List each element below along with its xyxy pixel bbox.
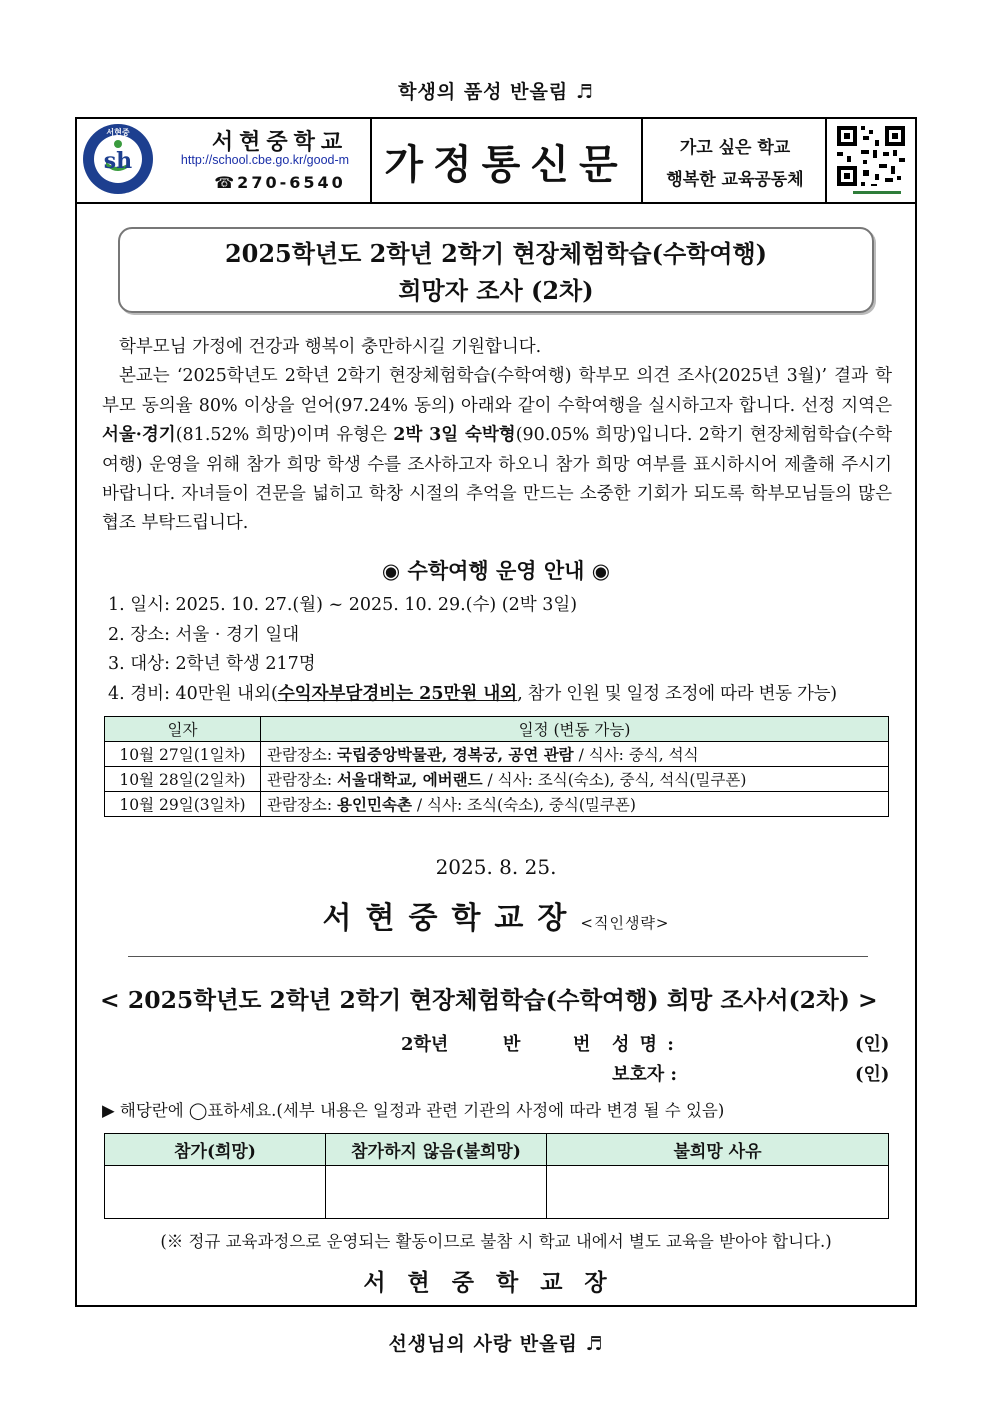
table-row: 10월 29일(3일차) 관람장소: 용인민속촌 / 식사: 조식(숙소), 중식(밀쿠폰): [105, 792, 889, 817]
survey-title: < 2025학년도 2학년 2학기 현장체험학습(수학여행) 희망 조사서(2차) >: [100, 986, 878, 1014]
title-line1: 2025학년도 2학년 2학기 현장체험학습(수학여행): [224, 239, 768, 268]
class-label: 반: [503, 1034, 521, 1055]
principal-signature: 서현중학교장<직인생략>: [322, 901, 670, 936]
intro-greeting: 학부모님 가정에 건강과 행복이 충만하시길 기원합니다.: [119, 337, 542, 357]
svg-text:서현중: 서현중: [106, 128, 130, 137]
footer-principal: 서현중학교장: [363, 1269, 629, 1296]
info-item-target: 3. 대상: 2학년 학생 217명: [108, 654, 316, 674]
school-logo-icon: [81, 122, 155, 196]
not-attend-cell[interactable]: [326, 1166, 547, 1219]
col-not-attend: 참가하지 않음(불희망): [326, 1134, 547, 1166]
paper-title: 가정통신문: [384, 142, 628, 188]
table-row: 10월 28일(2일차) 관람장소: 서울대학교, 에버랜드 / 식사: 조식(숙소), 중식, 석식(밀쿠폰): [105, 767, 889, 792]
guardian-label: 보호자 :: [612, 1064, 678, 1085]
col-attend: 참가(희망): [105, 1134, 326, 1166]
header-divider: [641, 117, 643, 202]
slogan-line2: 행복한 교육공동체: [666, 170, 804, 190]
info-item-cost: 4. 경비: 40만원 내외(수익자부담경비는 25만원 내외, 참가 인원 및 일정 조정에 따라 변동 가능): [108, 683, 837, 704]
schedule-table: [104, 716, 889, 817]
cut-line: [128, 956, 868, 957]
info-item-place: 2. 장소: 서울 · 경기 일대: [108, 624, 300, 645]
grade-label: 2학년: [401, 1034, 449, 1055]
section-title: ◉ 수학여행 운영 안내 ◉: [381, 558, 611, 583]
slogan-line1: 가고 싶은 학교: [679, 138, 791, 158]
seal-note: <직인생략>: [580, 914, 670, 932]
type-highlight: 2박 3일 숙박형: [393, 425, 516, 446]
intro-text: [102, 333, 892, 539]
survey-table: [104, 1133, 889, 1219]
number-label: 번: [573, 1034, 591, 1055]
seal-mark: (인): [855, 1064, 890, 1085]
table-row: 10월 27일(1일차) 관람장소: 국립중앙박물관, 경복궁, 공연 관람 / 식사: 중식, 석식: [105, 742, 889, 767]
schedule-header-plan: 일정 (변동 가능): [261, 717, 889, 742]
reason-cell[interactable]: [547, 1166, 889, 1219]
info-list: [108, 591, 892, 709]
header-divider: [825, 117, 827, 202]
instruction: ▶ 해당란에 ◯표하세요.(세부 내용은 일정과 관련 기관의 사정에 따라 변경 될 수 있음): [102, 1101, 725, 1120]
note: (※ 정규 교육과정으로 운영되는 활동이므로 불참 시 학교 내에서 별도 교육을 받아야 합니다.): [160, 1232, 832, 1251]
schedule-header-date: 일자: [105, 717, 261, 742]
motto-top: 학생의 품성 반올림 ♬: [398, 81, 594, 103]
info-item-date: 1. 일시: 2025. 10. 27.(월) ~ 2025. 10. 29.(수) (2박 3일): [108, 595, 578, 615]
letter-header: [75, 117, 917, 204]
name-label: 성 명 :: [612, 1034, 676, 1055]
region-highlight: 서울·경기: [102, 425, 176, 446]
school-url[interactable]: http://school.cbe.go.kr/good-m: [180, 153, 350, 167]
school-name: 서현중학교: [211, 130, 349, 155]
motto-bottom: 선생님의 사랑 반올림 ♬: [388, 1333, 604, 1355]
issue-date: 2025. 8. 25.: [435, 855, 557, 879]
attend-cell[interactable]: [105, 1166, 326, 1219]
qr-code-icon[interactable]: [833, 122, 909, 198]
svg-text:sh: sh: [103, 148, 133, 174]
intro-body: 본교는 ‘2025학년도 2학년 2학기 현장체험학습(수학여행) 학부모 의견 조사(2025년 3월)’ 결과 학부모 동의율 80% 이상을 얻어(97.24% 동의) 아래와 같이 수학여행을 실시하고자 합니다. 선정 지역은 서울·경기(81.52% 희망)이며 유형은 2박 3일 숙박형(90.05% 희망)입니다. 2학기 현장체험학습(수학여행) 운영을 위해 참가 희망 학생 수를 조사하고자 하오니 참가 희망 여부를 표시하시어 제출해 주시기 바랍니다. 자녀들이 견문을 넓히고 학창 시절의 추억을 만드는 소중한 기회가 되도록 학부모님들의 많은 협조 부탁드립니다.: [102, 366, 892, 534]
title-line2: 희망자 조사 (2차): [398, 276, 594, 305]
seal-mark: (인): [855, 1034, 890, 1055]
title-box: [118, 227, 874, 313]
school-phone: ☎270-6540: [214, 173, 346, 192]
col-reason: 불희망 사유: [547, 1134, 889, 1166]
